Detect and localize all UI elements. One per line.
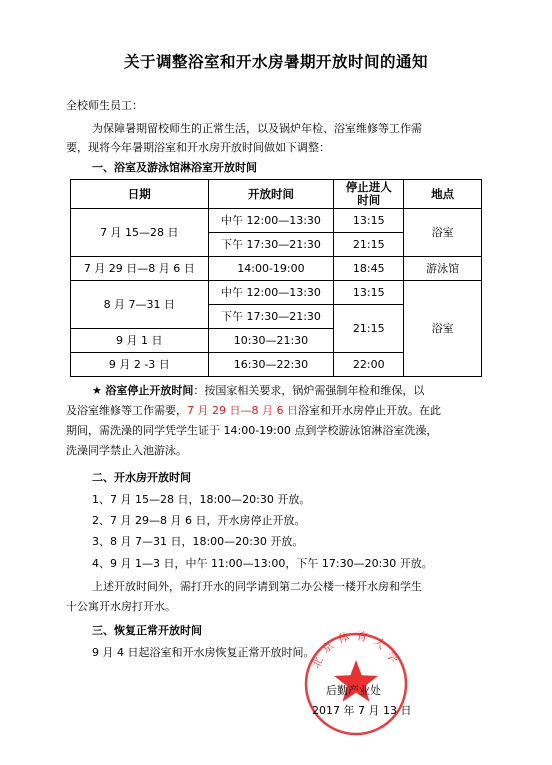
cell-date: 7 月 29 日—8 月 6 日	[71, 257, 209, 281]
official-seal	[300, 626, 412, 738]
cell-open-time: 10:30—21:30	[208, 329, 334, 353]
signature-date: 2017 年 7 月 13 日	[312, 704, 412, 717]
section3-heading: 三、恢复正常开放时间	[92, 624, 202, 637]
cell-place: 浴室	[404, 281, 482, 377]
seal-text: 北京体育大学	[309, 629, 403, 671]
signature-dept: 后勤产业处	[326, 684, 381, 697]
extra-line-2: 十公寓开水房打开水。	[66, 600, 176, 613]
cell-open-time: 下午 17:30—21:30	[208, 233, 334, 257]
note-line-1-rest: ：按国家相关要求，锅炉需强制年检和维保，以	[193, 384, 425, 397]
list-item: 4、9 月 1—3 日，中午 11:00—13:00，下午 17:30—20:30 开放。	[92, 557, 433, 570]
note-line-1	[92, 384, 424, 398]
cell-stop-time: 13:15	[334, 209, 404, 233]
note-line-3: 期间，需洗澡的同学凭学生证于 14:00-19:00 点到学校游泳馆淋浴室洗澡，	[66, 424, 438, 437]
cell-date: 7 月 15—28 日	[71, 209, 209, 257]
cell-open-time: 中午 12:00—13:30	[208, 281, 334, 305]
header-date: 日期	[71, 180, 209, 209]
document-title: 关于调整浴室和开水房暑期开放时间的通知	[123, 53, 428, 71]
section3-text: 9 月 4 日起浴室和开水房恢复正常开放时间。	[92, 646, 315, 659]
note-line-2-pre: 及浴室维修等工作需要，	[66, 404, 187, 417]
cell-place: 游泳馆	[404, 257, 482, 281]
cell-open-time: 16:30—22:30	[208, 353, 334, 377]
list-item: 2、7 月 29—8 月 6 日，开水房停止开放。	[92, 514, 306, 527]
cell-stop-time: 22:00	[334, 353, 404, 377]
section2-heading: 二、开水房开放时间	[92, 471, 191, 484]
header-place: 地点	[404, 180, 482, 209]
cell-date: 9 月 2 -3 日	[71, 353, 209, 377]
note-line-4: 洗澡同学禁止入池游泳。	[66, 444, 187, 457]
note-closure-dates: 7 月 29 日—8 月 6 日	[187, 404, 298, 417]
star-icon: ★	[92, 384, 102, 397]
header-open-time: 开放时间	[208, 180, 334, 209]
table-row	[71, 257, 482, 281]
intro-line-2: 要，现将今年暑期浴室和开水房开放时间做如下调整：	[66, 141, 330, 154]
bath-schedule-table	[70, 179, 482, 377]
cell-open-time: 中午 12:00—13:30	[208, 209, 334, 233]
note-line-2	[66, 404, 441, 418]
salutation: 全校师生员工：	[66, 99, 143, 112]
cell-open-time: 14:00-19:00	[208, 257, 334, 281]
cell-date: 9 月 1 日	[71, 329, 209, 353]
note-line-2-post: 浴室和开水房停止开放。在此	[297, 404, 441, 417]
cell-open-time: 下午 17:30—21:30	[208, 305, 334, 329]
table-row	[71, 281, 482, 305]
note-label: 浴室停止开放时间	[105, 384, 194, 397]
cell-stop-time: 13:15	[334, 281, 404, 305]
header-stop-time-line2: 时间	[357, 193, 381, 207]
table-header-row	[71, 180, 482, 209]
intro-line-1: 为保障暑期留校师生的正常生活，以及锅炉年检、浴室维修等工作需	[92, 122, 422, 135]
header-stop-time-line1: 停止进人	[345, 180, 392, 194]
cell-stop-time: 18:45	[334, 257, 404, 281]
list-item: 1、7 月 15—28 日，18:00—20:30 开放。	[92, 493, 311, 506]
cell-date: 8 月 7—31 日	[71, 281, 209, 329]
cell-stop-time: 21:15	[334, 305, 404, 353]
section1-heading: 一、浴室及游泳馆淋浴室开放时间	[92, 161, 257, 174]
list-item: 3、8 月 7—31 日，18:00—20:30 开放。	[92, 535, 304, 548]
extra-line-1: 上述开放时间外，需打开水的同学请到第二办公楼一楼开水房和学生	[92, 580, 422, 593]
cell-stop-time: 21:15	[334, 233, 404, 257]
table-row	[71, 209, 482, 233]
cell-place: 浴室	[404, 209, 482, 257]
header-stop-time	[334, 180, 404, 209]
